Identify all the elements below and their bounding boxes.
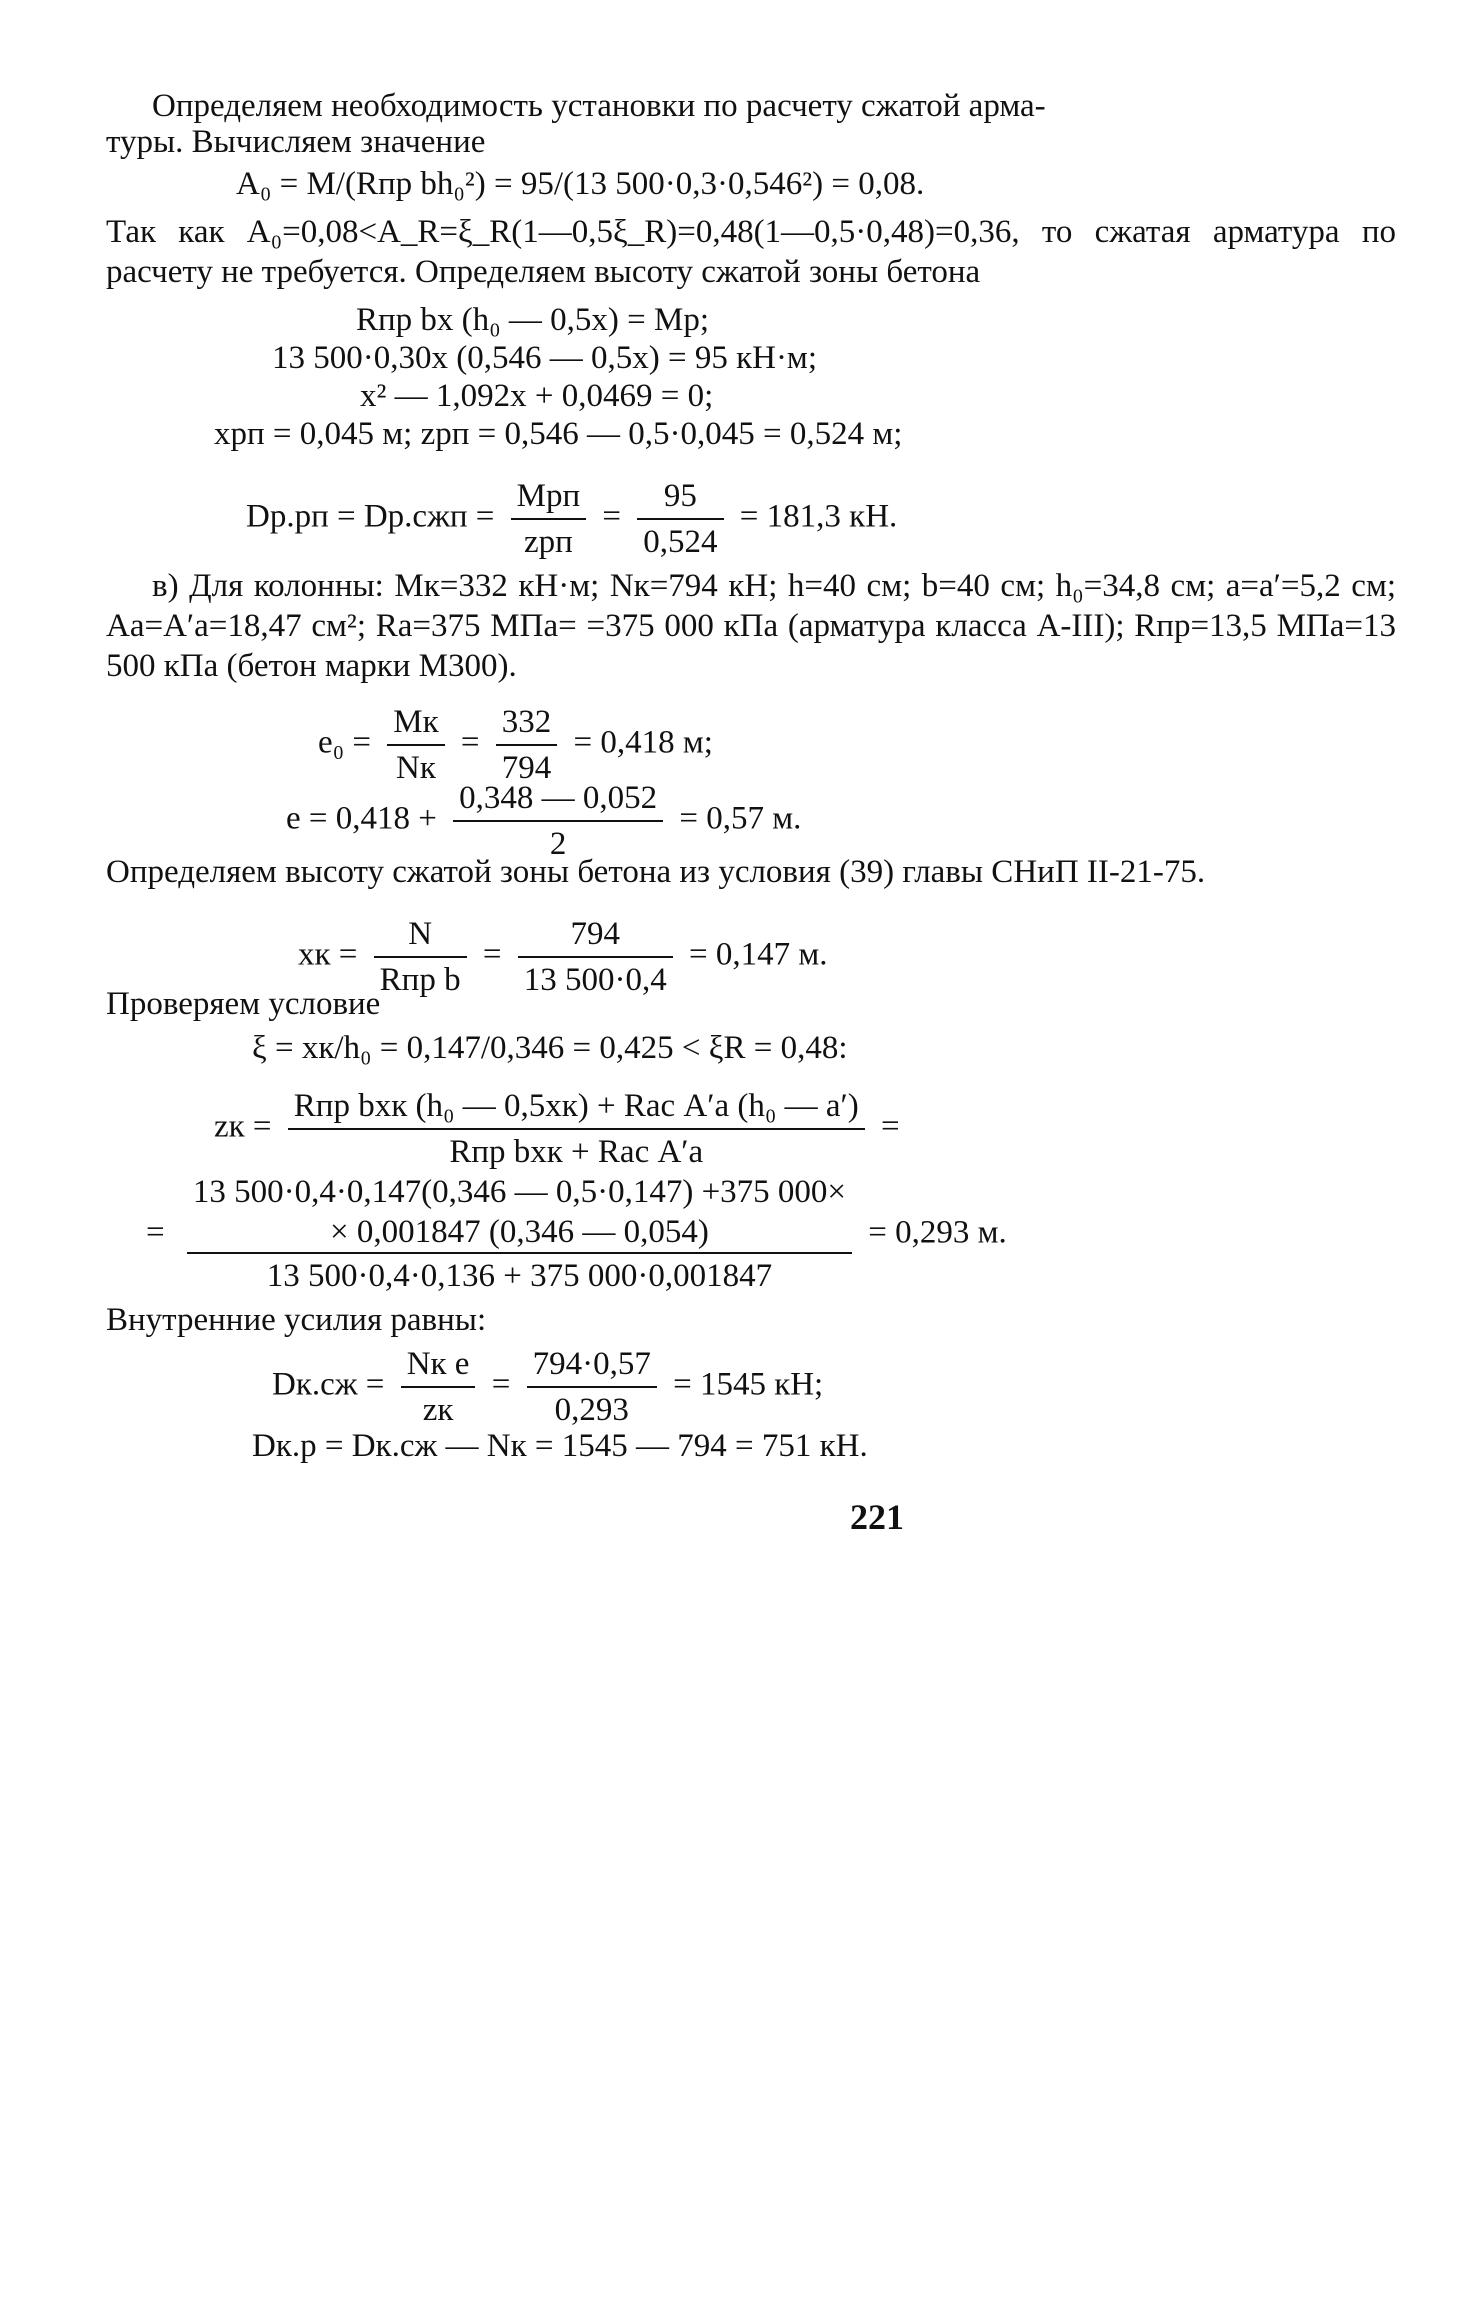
equation-a0: A₀ = M/(Rпр bh₀²) = 95/(13 500·0,3·0,546²) = 0,08. [236,166,925,202]
equation-6-num-2: 332 [496,700,558,746]
equation-10-num: Rпр bxк (h₀ — 0,5xк) + Rас A′а (h₀ — a′) [288,1084,865,1130]
equation-5-den-2: 0,524 [643,524,718,560]
equation-7-den: 2 [549,826,567,862]
para-2: Так как A₀=0,08<A_R=ξ_R(1—0,5ξ_R)=0,48(1—0,5·0,48)=0,36, то сжатая арматура по расчету не требуется. Определяем высоту сжатой зоны бетона [106,214,1396,290]
equation-12-lhs: Dк.сж = [272,1366,385,1403]
equation-8-fraction-2 [518,912,673,1002]
equation-7-lhs: e = 0,418 + [286,800,437,837]
equation-9: ξ = xк/h₀ = 0,147/0,346 = 0,425 < ξR = 0,48: [252,1030,848,1066]
equation-12: Dк.сж = $\frac{\text{Nк e}}{zк}$ = $\frac{794\cdot 0,57}{0,293}$ = 1545 кН; [272,1342,823,1432]
para-1-line-1: Определяем необходимость установки по расчету сжатой арма- [152,88,1046,124]
equation-5-fraction-2 [637,474,723,564]
equation-8-lhs: xк = [298,936,358,973]
equation-12-num-2: 794·0,57 [527,1342,657,1388]
page-number: 221 [850,1497,904,1537]
equation-5-rhs: = 181,3 кН. [739,498,898,535]
equation-10 [214,1084,900,1174]
equation-6-rhs: = 0,418 м; [573,724,713,761]
equation-2: 13 500·0,30x (0,546 — 0,5x) = 95 кН·м; [272,340,817,376]
equation-10-lhs: zк = [214,1108,272,1145]
para-1-line-2: туры. Вычисляем значение [106,124,486,160]
para-6: Внутренние усилия равны: [106,1302,487,1338]
equation-6-den-1: Nк [396,750,436,786]
equation-6-num-1: Mк [387,700,444,746]
equation-1: Rпр bx (h₀ — 0,5x) = Mр; [356,302,710,338]
equation-3: x² — 1,092x + 0,0469 = 0; [360,378,714,414]
equation-5-den-1: zрп [524,524,573,560]
equation-10-fraction [288,1084,865,1174]
equation-5: Dр.рп = Dр.сжп = $\frac{\text{Mрп}}{\text{zрп}}$ = $\frac{95}{0,524}$ = 181,3 кН. [246,474,897,564]
equation-13: Dк.р = Dк.сж — Nк = 1545 — 794 = 751 кН. [252,1428,868,1464]
equation-7-rhs: = 0,57 м. [679,800,802,837]
equation-5-fraction-1 [511,474,587,564]
equation-8-den-1: Rпр b [379,962,461,998]
equation-7-num: 0,348 — 0,052 [453,776,663,822]
equation-8-rhs: = 0,147 м. [688,936,828,973]
para-5: Проверяем условие [106,986,381,1022]
equation-8-num-1: N [374,912,467,958]
equation-11-rhs: = 0,293 м. [868,1214,1007,1251]
equation-5-lhs: Dр.рп = Dр.сжп = [246,498,495,535]
equation-5-num-2: 95 [637,474,723,520]
equation-11: = 13 500·0,4·0,147(0,346 — 0,5·0,147) +375 000× × 0,001847 (0,346 — 0,054) 13 500·0,4·0,136 + 375 000·0,001847 = 0,293 м. [146,1172,1007,1298]
equation-11-den: 13 500·0,4·0,136 + 375 000·0,001847 [266,1258,773,1294]
equation-11-num-1: 13 500·0,4·0,147(0,346 — 0,5·0,147) +375 000× [192,1174,847,1210]
equation-8-fraction-1 [374,912,467,1002]
equation-12-den-1: zк [422,1392,454,1428]
equation-12-den-2: 0,293 [554,1392,629,1428]
equation-8-num-2: 794 [518,912,673,958]
equation-12-fraction-1 [401,1342,476,1432]
equation-11-num-2: × 0,001847 (0,346 — 0,054) [187,1212,852,1254]
equation-4: xрп = 0,045 м; zрп = 0,546 — 0,5·0,045 = 0,524 м; [214,416,903,452]
para-3: в) Для колонны: Mк=332 кН·м; Nк=794 кН; h=40 см; b=40 см; h₀=34,8 см; a=a′=5,2 см; Aа=A′а=18,47 см²; Rа=375 МПа= =375 000 кПа (арматура класса А-III); Rпр=13,5 МПа=13 500 кПа (бетон марки М300). [106,568,1396,684]
equation-11-fraction [187,1172,852,1298]
equation-6-den-2: 794 [501,750,552,786]
equation-10-den: Rпр bxк + Rас A′а [449,1134,704,1170]
equation-8: xк = $\frac{N}{\text{Rпр b}}$ = $\frac{794}{13 500\cdot 0,4}$ = 0,147 м. [298,912,827,1002]
equation-6: e₀ = $\frac{Mк}{Nк}$ = $\frac{332}{794}$ = 0,418 м; [318,700,713,790]
equation-12-fraction-2 [527,1342,657,1432]
equation-10-rhs: = [880,1108,900,1145]
equation-12-rhs: = 1545 кН; [673,1366,824,1403]
equation-5-num-1: Mрп [511,474,587,520]
equation-6-lhs: e₀ = [318,724,372,761]
equation-12-num-1: Nк e [401,1342,476,1388]
equation-8-den-2: 13 500·0,4 [523,962,667,998]
para-4: Определяем высоту сжатой зоны бетона из условия (39) главы СНиП II-21-75. [106,854,1206,890]
